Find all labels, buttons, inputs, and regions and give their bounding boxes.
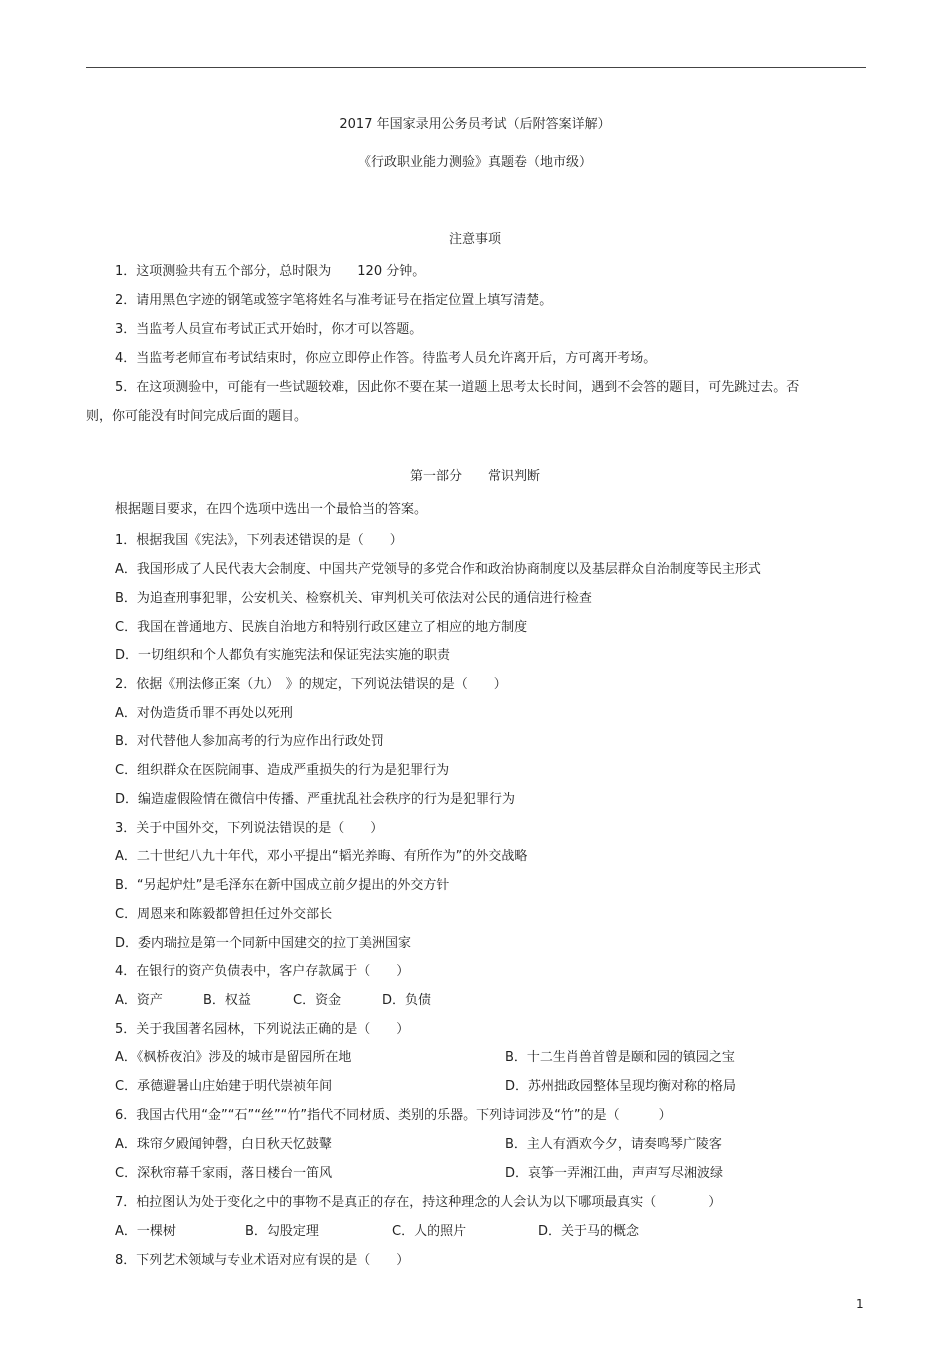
question-option: A．二十世纪八九十年代，邓小平提出“韬光养晦、有所作为”的外交战略: [115, 849, 528, 864]
notice-item: 3．当监考人员宣布考试正式开始时，你才可以答题。: [115, 322, 423, 337]
question-stem: 3．关于中国外交，下列说法错误的是（ ）: [115, 821, 384, 836]
question-option: B．勾股定理: [245, 1224, 319, 1239]
notice-heading: 注意事项: [448, 232, 501, 247]
question-stem: 6．我国古代用“金”“石”“丝”“竹”指代不同材质、类别的乐器。下列诗词涉及“竹”的是（ ）: [115, 1108, 672, 1123]
notice-item: 5．在这项测验中，可能有一些试题较难，因此你不要在某一道题上思考太长时间，遇到不会答的题目，可先跳过去。否: [115, 380, 800, 395]
question-option: A．对伪造货币罪不再处以死刑: [115, 706, 293, 721]
notice-item: 2．请用黑色字迹的钢笔或签字笔将姓名与准考证号在指定位置上填写清楚。: [115, 293, 553, 308]
section-heading: 第一部分 常识判断: [409, 469, 540, 484]
question-option: D．委内瑞拉是第一个同新中国建交的拉丁美洲国家: [115, 936, 412, 951]
page-subtitle: 《行政职业能力测验》真题卷（地市级）: [357, 155, 592, 170]
question-option: C．深秋帘幕千家雨，落日楼台一笛风: [115, 1166, 333, 1181]
section-instruction: 根据题目要求，在四个选项中选出一个最恰当的答案。: [115, 502, 428, 517]
question-option: B．主人有酒欢今夕，请奏鸣琴广陵客: [505, 1137, 722, 1152]
question-option: D．负债: [382, 993, 432, 1008]
question-stem: 2．依据《刑法修正案（九） 》的规定，下列说法错误的是（ ）: [115, 677, 507, 692]
notice-item: 1．这项测验共有五个部分，总时限为 120 分钟。: [115, 264, 426, 279]
notice-item-continuation: 则，你可能没有时间完成后面的题目。: [86, 409, 308, 424]
question-option: B．十二生肖兽首曾是颐和园的镇园之宝: [505, 1050, 735, 1065]
question-option: B．权益: [203, 993, 251, 1008]
question-option: B．“另起炉灶”是毛泽东在新中国成立前夕提出的外交方针: [115, 878, 450, 893]
question-option: A．资产: [115, 993, 163, 1008]
question-option: C．人的照片: [392, 1224, 467, 1239]
page-number: 1: [856, 1297, 864, 1311]
question-option: B．为追查刑事犯罪，公安机关、检察机关、审判机关可依法对公民的通信进行检查: [115, 591, 592, 606]
question-option: D．哀筝一弄湘江曲，声声写尽湘波绿: [505, 1166, 724, 1181]
question-stem: 8．下列艺术领域与专业术语对应有误的是（ ）: [115, 1253, 410, 1268]
question-option: D．一切组织和个人都负有实施宪法和保证宪法实施的职责: [115, 648, 451, 663]
question-option: A．一棵树: [115, 1224, 176, 1239]
question-option: A．珠帘夕殿闻钟磬，白日秋天忆鼓鼙: [115, 1137, 332, 1152]
question-option: C．资金: [293, 993, 342, 1008]
question-stem: 4．在银行的资产负债表中，客户存款属于（ ）: [115, 964, 410, 979]
question-option: D．关于马的概念: [538, 1224, 640, 1239]
question-stem: 5．关于我国著名园林，下列说法正确的是（ ）: [115, 1022, 410, 1037]
header-rule: [86, 67, 866, 68]
question-stem: 1．根据我国《宪法》，下列表述错误的是（ ）: [115, 533, 403, 548]
notice-item: 4．当监考老师宣布考试结束时，你应立即停止作答。待监考人员允许离开后，方可离开考场。: [115, 351, 657, 366]
question-option: C．承德避暑山庄始建于明代崇祯年间: [115, 1079, 333, 1094]
question-option: D．苏州拙政园整体呈现均衡对称的格局: [505, 1079, 737, 1094]
question-option: A．我国形成了人民代表大会制度、中国共产党领导的多党合作和政治协商制度以及基层群众自治制度等民主形式: [115, 562, 761, 577]
question-option: C．组织群众在医院闹事、造成严重损失的行为是犯罪行为: [115, 763, 450, 778]
question-option: D．编造虚假险情在微信中传播、严重扰乱社会秩序的行为是犯罪行为: [115, 792, 516, 807]
question-stem: 7．柏拉图认为处于变化之中的事物不是真正的存在，持这种理念的人会认为以下哪项最真实（ ）: [115, 1195, 722, 1210]
question-option: C．周恩来和陈毅都曾担任过外交部长: [115, 907, 333, 922]
page-title: 2017 年国家录用公务员考试（后附答案详解）: [339, 117, 611, 132]
question-option: B．对代替他人参加高考的行为应作出行政处罚: [115, 734, 384, 749]
question-option: C．我国在普通地方、民族自治地方和特别行政区建立了相应的地方制度: [115, 620, 528, 635]
question-option: A．《枫桥夜泊》涉及的城市是留园所在地: [115, 1050, 352, 1065]
